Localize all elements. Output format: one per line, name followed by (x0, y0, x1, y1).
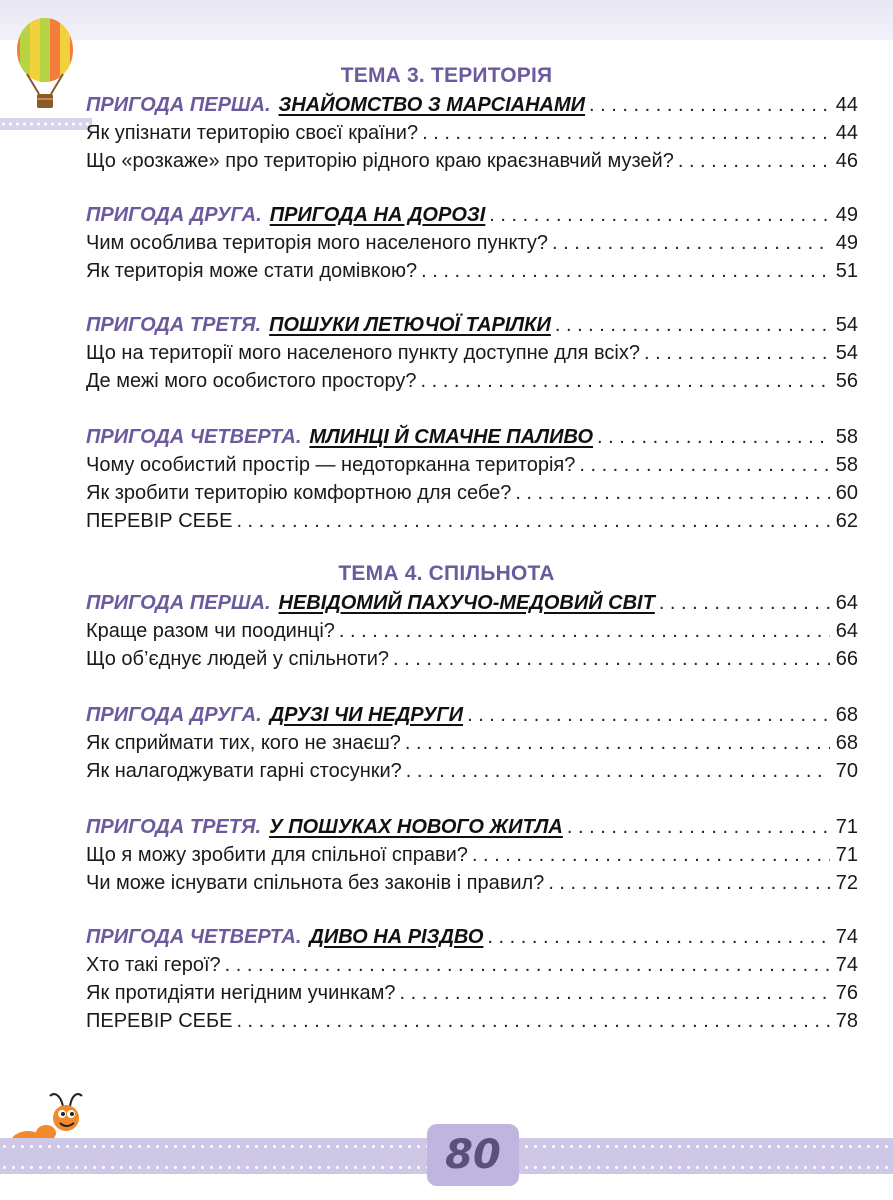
dot-leader (489, 202, 830, 228)
page-ref: 71 (835, 844, 858, 866)
toc-adventure-row (86, 702, 858, 728)
page-ref: 78 (835, 1010, 858, 1032)
entry-title: Чим особлива територія мого населеного пункту? (86, 232, 549, 254)
toc-entry-row (86, 618, 858, 644)
toc-adventure-row (86, 424, 858, 450)
toc-entry-row (86, 340, 858, 366)
adventure-label: ПРИГОДА ТРЕТЯ. (86, 816, 262, 838)
page-ref: 58 (835, 426, 858, 448)
entry-title: Як протидіяти негідним учинкам? (86, 982, 396, 1004)
entry-title: Як упізнати територію своєї країни? (86, 122, 419, 144)
dot-leader (552, 230, 830, 256)
toc-entry-row (86, 980, 858, 1006)
toc-entry-row (86, 730, 858, 756)
adventure-name: НЕВІДОМИЙ ПАХУЧО-МЕДОВИЙ СВІТ (278, 592, 655, 614)
dot-leader (487, 924, 830, 950)
page-ref: 74 (835, 954, 858, 976)
toc-entry-row (86, 842, 858, 868)
dot-leader (659, 590, 830, 616)
page-ref: 51 (835, 260, 858, 282)
entry-title: ПЕРЕВІР СЕБЕ (86, 1010, 233, 1032)
adventure-label: ПРИГОДА ДРУГА. (86, 204, 262, 226)
adventure-name: ДИВО НА РІЗДВО (309, 926, 484, 948)
entry-title: Чому особистий простір — недоторканна територія? (86, 454, 576, 476)
dotted-ribbon (0, 118, 92, 130)
header-band (0, 0, 893, 40)
toc-entry-row (86, 120, 858, 146)
dot-leader (644, 340, 830, 366)
entry-title: Краще разом чи поодинці? (86, 620, 335, 642)
page-ref: 76 (835, 982, 858, 1004)
dot-leader (589, 92, 830, 118)
page-ref: 44 (835, 94, 858, 116)
toc-adventure-row (86, 92, 858, 118)
adventure-label: ПРИГОДА ТРЕТЯ. (86, 314, 262, 336)
page-ref: 74 (835, 926, 858, 948)
entry-title: Чи може існувати спільнота без законів і правил? (86, 872, 545, 894)
page-ref: 68 (835, 732, 858, 754)
toc-adventure-row (86, 924, 858, 950)
page-ref: 54 (835, 314, 858, 336)
entry-title: Що об’єднує людей у спільноти? (86, 648, 389, 670)
page-ref: 49 (835, 232, 858, 254)
toc-entry-row (86, 148, 858, 174)
toc-entry-row (86, 508, 858, 534)
adventure-label: ПРИГОДА ПЕРША. (86, 94, 271, 116)
dot-leader (422, 120, 830, 146)
toc-entry-row (86, 758, 858, 784)
page-ref: 46 (835, 150, 858, 172)
dot-leader (225, 952, 830, 978)
adventure-label: ПРИГОДА ЧЕТВЕРТА. (86, 426, 302, 448)
toc-adventure-row (86, 202, 858, 228)
adventure-label: ПРИГОДА ЧЕТВЕРТА. (86, 926, 302, 948)
toc-entry-row (86, 952, 858, 978)
dot-leader (472, 842, 830, 868)
dot-leader (421, 258, 830, 284)
adventure-name: ДРУЗІ ЧИ НЕДРУГИ (269, 704, 464, 726)
adventure-name: У ПОШУКАХ НОВОГО ЖИТЛА (269, 816, 563, 838)
toc-entry-row (86, 480, 858, 506)
dot-leader (567, 814, 830, 840)
entry-title: Як сприймати тих, кого не знаєш? (86, 732, 401, 754)
toc-adventure-row (86, 590, 858, 616)
page-number: 80 (427, 1124, 519, 1186)
dot-leader (548, 870, 830, 896)
page-ref: 71 (835, 816, 858, 838)
adventure-label: ПРИГОДА ДРУГА. (86, 704, 262, 726)
dot-leader (236, 1008, 830, 1034)
dot-leader (339, 618, 830, 644)
toc-entry-row (86, 870, 858, 896)
dot-leader (236, 508, 830, 534)
dot-leader (405, 730, 830, 756)
adventure-name: ЗНАЙОМСТВО З МАРСІАНАМИ (278, 94, 586, 116)
toc-adventure-row (86, 814, 858, 840)
entry-title: Як налагоджувати гарні стосунки? (86, 760, 402, 782)
entry-title: Що «розкаже» про територію рідного краю краєзнавчий музей? (86, 150, 674, 172)
dot-leader (421, 368, 830, 394)
dot-leader (515, 480, 830, 506)
entry-title: Де межі мого особистого простору? (86, 370, 417, 392)
dot-leader (399, 980, 830, 1006)
page-ref: 44 (835, 122, 858, 144)
toc-entry-row (86, 452, 858, 478)
toc-entry-row (86, 646, 858, 672)
page-ref: 64 (835, 620, 858, 642)
adventure-name: ПОШУКИ ЛЕТЮЧОЇ ТАРІЛКИ (269, 314, 551, 336)
entry-title: Хто такі герої? (86, 954, 221, 976)
theme-3-title: ТЕМА 3. ТЕРИТОРІЯ (340, 64, 553, 87)
dot-leader (555, 312, 830, 338)
dot-leader (597, 424, 830, 450)
toc-entry-row (86, 1008, 858, 1034)
page-ref: 58 (835, 454, 858, 476)
theme-4-title: ТЕМА 4. СПІЛЬНОТА (338, 562, 555, 585)
dot-leader (579, 452, 830, 478)
page-ref: 56 (835, 370, 858, 392)
adventure-name: МЛИНЦІ Й СМАЧНЕ ПАЛИВО (309, 426, 594, 448)
page-ref: 70 (835, 760, 858, 782)
entry-title: Як територія може стати домівкою? (86, 260, 418, 282)
page-ref: 64 (835, 592, 858, 614)
toc-entry-row (86, 258, 858, 284)
dot-leader (678, 148, 830, 174)
page-ref: 72 (835, 872, 858, 894)
page-ref: 68 (835, 704, 858, 726)
adventure-name: ПРИГОДА НА ДОРОЗІ (269, 204, 486, 226)
page-ref: 49 (835, 204, 858, 226)
dot-leader (406, 758, 830, 784)
toc-entry-row (86, 230, 858, 256)
entry-title: Що на території мого населеного пункту доступне для всіх? (86, 342, 640, 364)
toc-entry-row (86, 368, 858, 394)
dot-leader (393, 646, 830, 672)
entry-title: Як зробити територію комфортною для себе? (86, 482, 512, 504)
adventure-label: ПРИГОДА ПЕРША. (86, 592, 271, 614)
dot-leader (467, 702, 830, 728)
page-ref: 66 (835, 648, 858, 670)
entry-title: Що я можу зробити для спільної справи? (86, 844, 468, 866)
page-ref: 62 (835, 510, 858, 532)
entry-title: ПЕРЕВІР СЕБЕ (86, 510, 233, 532)
page-ref: 60 (835, 482, 858, 504)
page-ref: 54 (835, 342, 858, 364)
toc-adventure-row (86, 312, 858, 338)
